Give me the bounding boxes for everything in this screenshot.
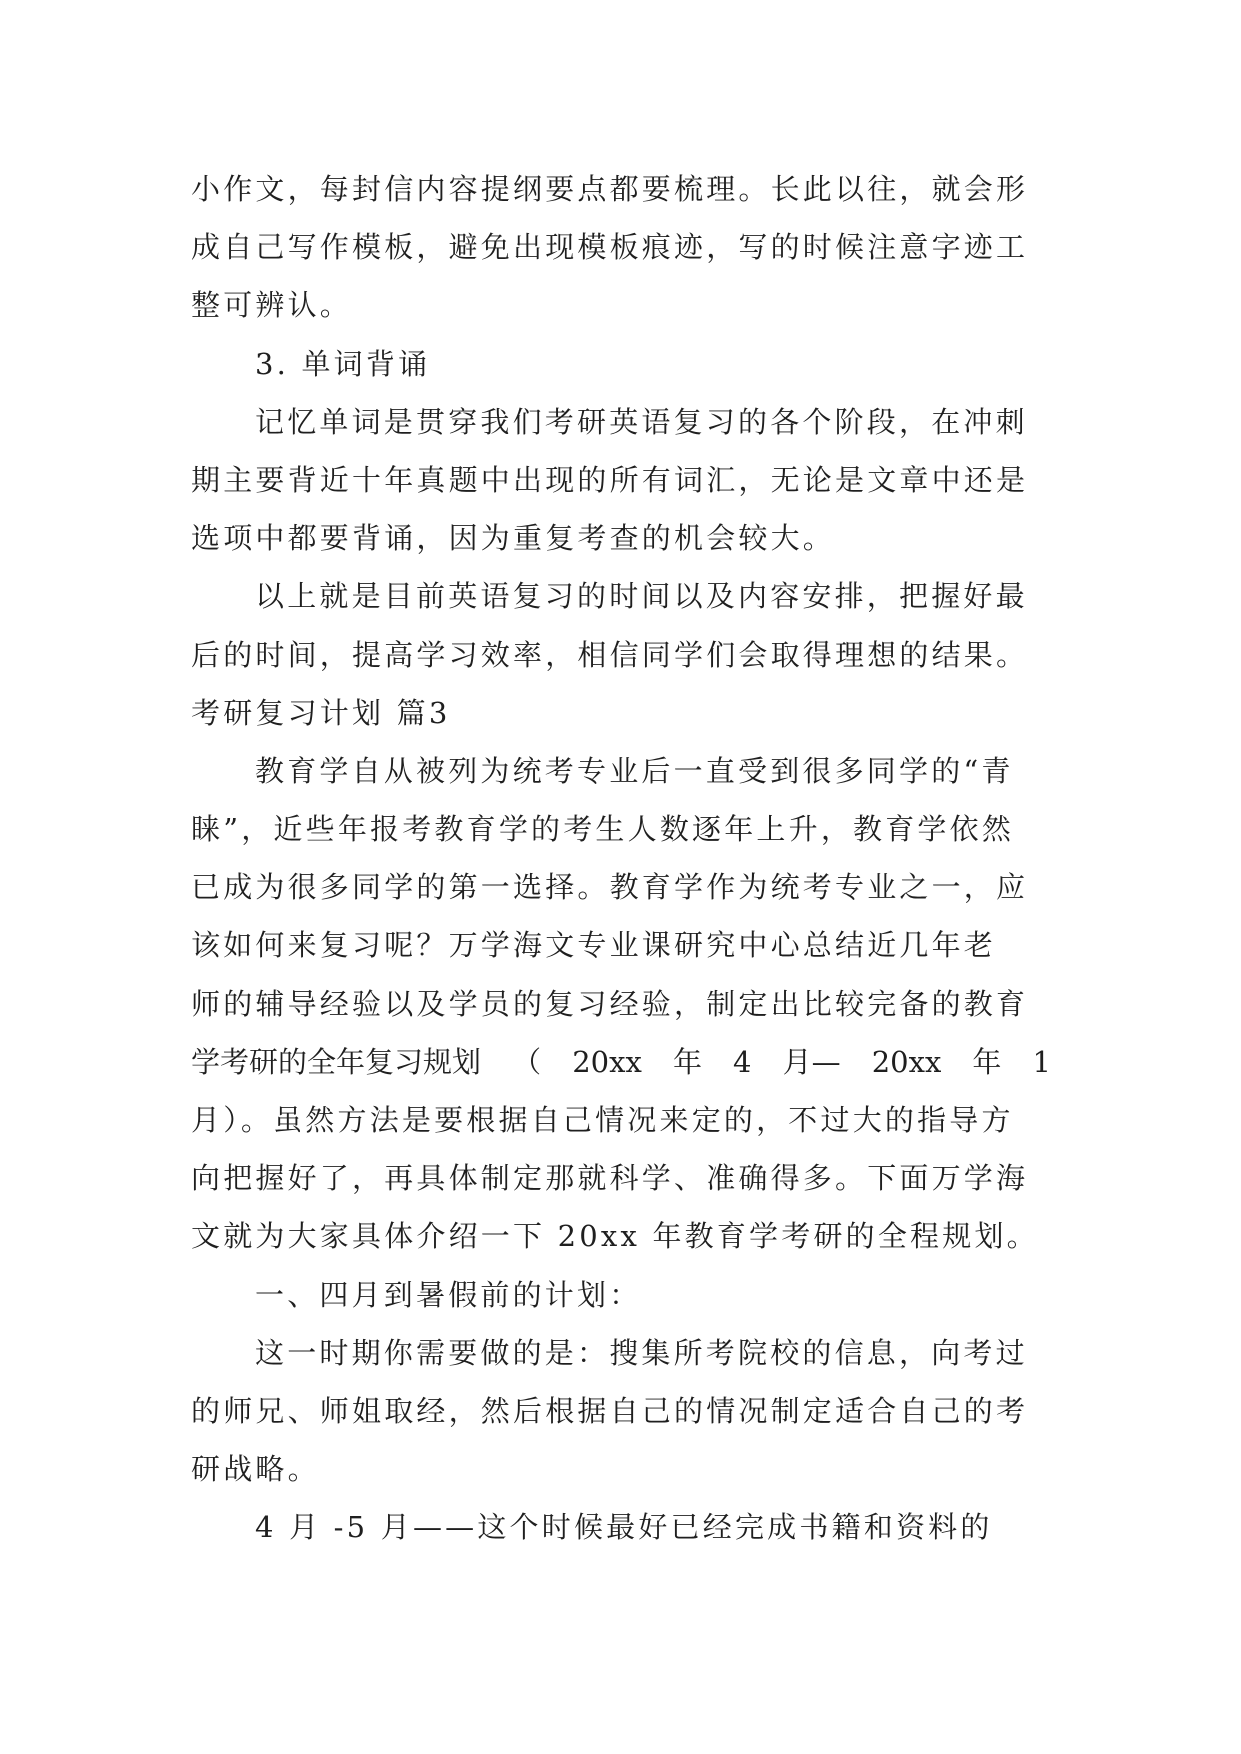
section-heading: 一、四月到暑假前的计划： [255,1277,642,1312]
paragraph-line: 小作文，每封信内容提纲要点都要梳理。长此以往，就会形 [191,172,1029,206]
paragraph-line: 整可辨认。 [191,288,353,323]
paragraph-line: 文就为大家具体介绍一下 20xx 年教育学考研的全程规划。 [191,1219,1039,1254]
paragraph-line: 教育学自从被列为统考专业后一直受到很多同学的“青 [255,753,1014,788]
text-segment: 1 [1032,1044,1051,1079]
paragraph-line: 已成为很多同学的第一选择。教育学作为统考专业之一，应 [191,870,1029,905]
paragraph-line: 该如何来复习呢？万学海文专业课研究中心总结近几年老 [191,928,997,963]
text-segment: 年 [672,1044,702,1079]
paragraph-line: 的师兄、师姐取经，然后根据自己的情况制定适合自己的考 [191,1393,1029,1428]
paragraph-line: 师的辅导经验以及学员的复习经验，制定出比较完备的教育 [191,986,1029,1021]
paragraph-line: 月）。虽然方法是要根据自己情况来定的，不过大的指导方 [191,1103,1014,1137]
paragraph-line: 4 月 -5 月——这个时候最好已经完成书籍和资料的 [255,1510,993,1545]
paragraph-line: 这一时期你需要做的是：搜集所考院校的信息，向考过 [255,1335,1028,1370]
text-segment: 学考研的全年复习规划 [191,1044,482,1079]
paragraph-line: 后的时间，提高学习效率，相信同学们会取得理想的结果。 [191,637,1029,672]
text-segment: （ [512,1044,542,1079]
paragraph-line: 睐”，近些年报考教育学的考生人数逐年上升，教育学依然 [191,812,1015,847]
text-segment: 4 [733,1044,752,1079]
text-segment: 月— [782,1044,841,1079]
paragraph-line [191,1033,1051,1091]
text-segment: 20xx [871,1044,942,1079]
section-heading: 3. 单词背诵 [255,346,431,381]
text-segment: 年 [972,1044,1002,1079]
paragraph-line: 选项中都要背诵，因为重复考查的机会较大。 [191,521,836,556]
paragraph-line: 研战略。 [191,1452,320,1487]
article-title: 考研复习计划 篇3 [191,695,451,730]
paragraph-line: 期主要背近十年真题中出现的所有词汇，无论是文章中还是 [191,462,1029,497]
paragraph-line: 向把握好了，再具体制定那就科学、准确得多。下面万学海 [191,1161,1029,1196]
paragraph-line: 以上就是目前英语复习的时间以及内容安排，把握好最 [255,579,1028,614]
paragraph-line: 成自己写作模板，避免出现模板痕迹，写的时候注意字迹工 [191,230,1029,265]
paragraph-line: 记忆单词是贯穿我们考研英语复习的各个阶段，在冲刺 [255,404,1028,439]
document-body [191,160,1051,1557]
text-segment: 20xx [572,1044,642,1079]
